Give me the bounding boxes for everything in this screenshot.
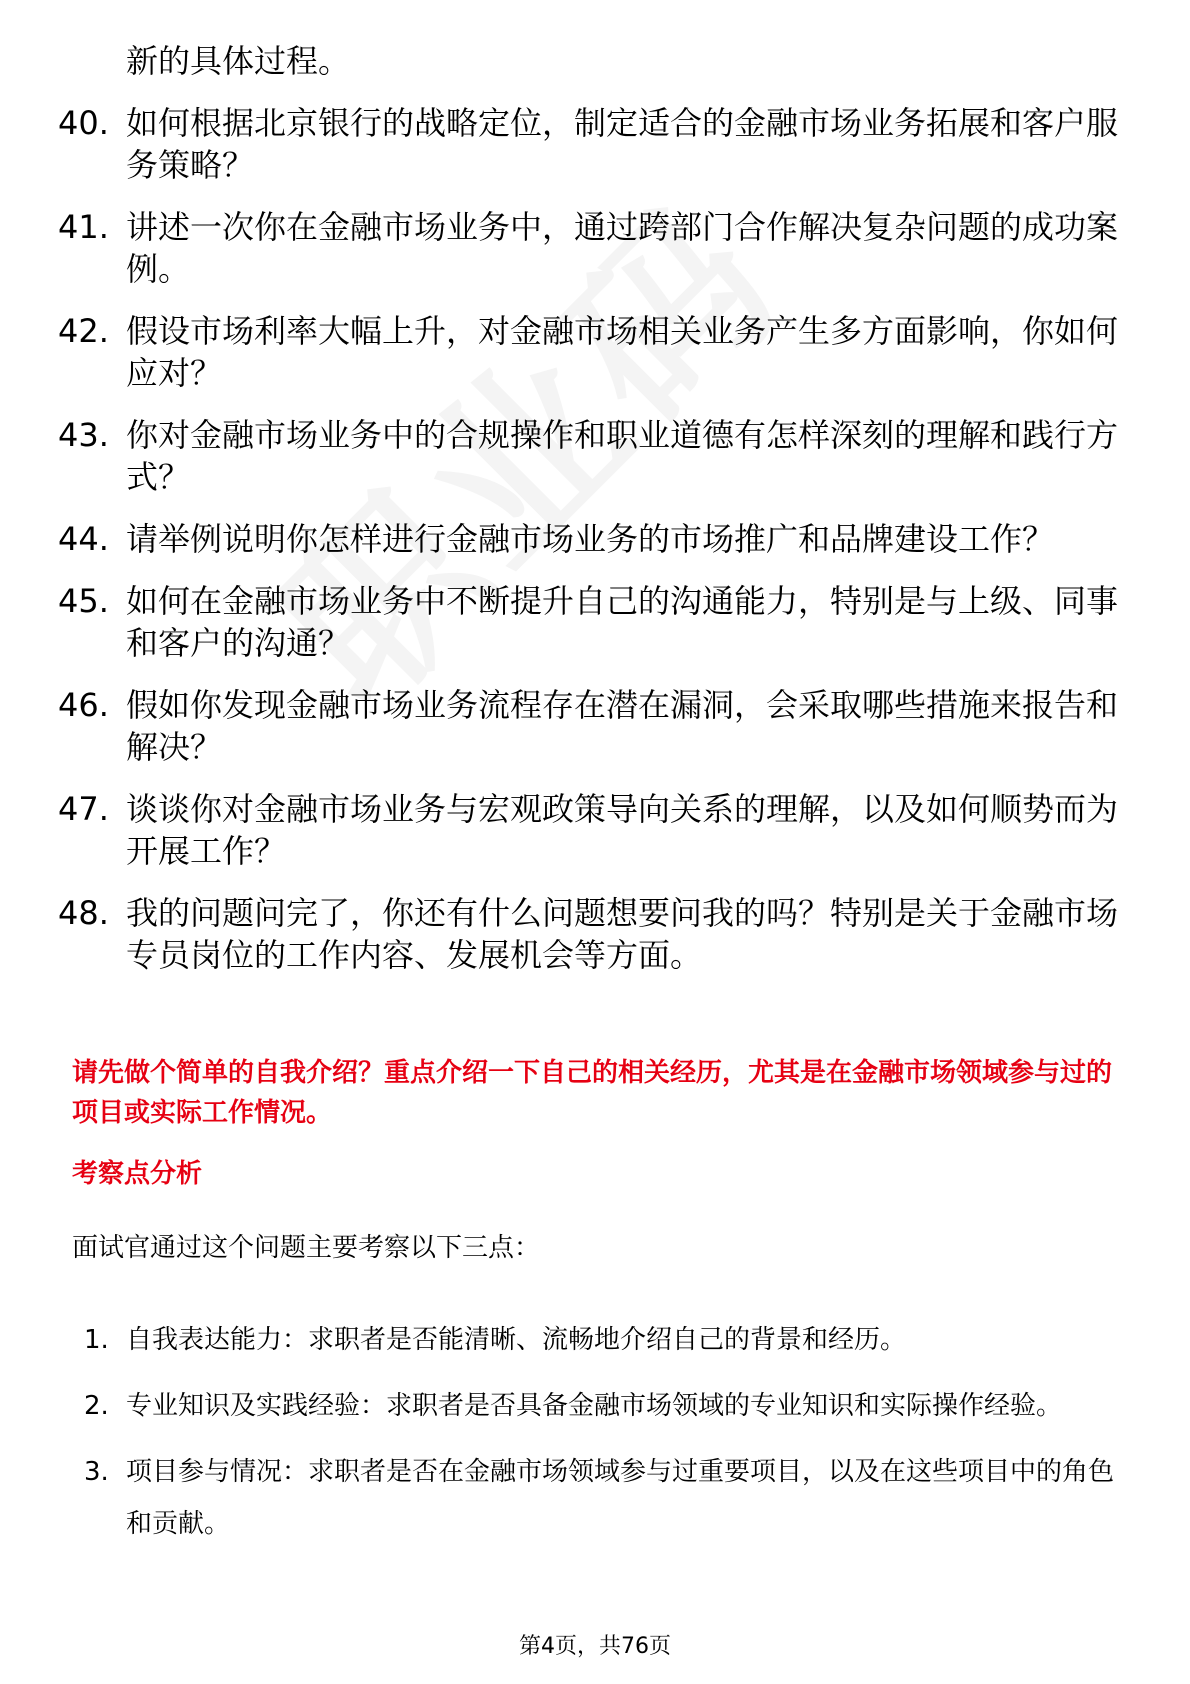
list-item	[84, 1446, 1124, 1550]
question-number: 41.	[58, 208, 109, 246]
point-number: 2.	[84, 1391, 109, 1421]
question-number: 46.	[58, 686, 109, 724]
list-item	[84, 1314, 1124, 1366]
question-item	[58, 788, 1118, 872]
question-list	[58, 40, 1118, 996]
question-text: 我的问题问完了，你还有什么问题想要问我的吗？特别是关于金融市场专员岗位的工作内容、发展机会等方面。	[126, 894, 1119, 974]
question-item	[58, 310, 1118, 394]
question-item	[58, 414, 1118, 498]
question-text: 你对金融市场业务中的合规操作和职业道德有怎样深刻的理解和践行方式？	[126, 416, 1119, 496]
question-text: 谈谈你对金融市场业务与宏观政策导向关系的理解，以及如何顺势而为开展工作？	[126, 790, 1119, 870]
point-number: 1.	[84, 1325, 109, 1355]
question-text: 如何根据北京银行的战略定位，制定适合的金融市场业务拓展和客户服务策略？	[126, 104, 1119, 184]
point-number: 3.	[84, 1457, 109, 1487]
question-item	[58, 518, 1118, 560]
list-item	[84, 1380, 1124, 1432]
question-text: 讲述一次你在金融市场业务中，通过跨部门合作解决复杂问题的成功案例。	[126, 208, 1119, 288]
point-text: 项目参与情况：求职者是否在金融市场领域参与过重要项目，以及在这些项目中的角色和贡献。	[126, 1457, 1115, 1539]
point-text: 专业知识及实践经验：求职者是否具备金融市场领域的专业知识和实际操作经验。	[126, 1391, 1063, 1421]
question-number: 47.	[58, 790, 109, 828]
question-number: 40.	[58, 104, 109, 142]
question-text: 假如你发现金融市场业务流程存在潜在漏洞，会采取哪些措施来报告和解决？	[126, 686, 1119, 766]
analysis-points-list	[84, 1314, 1124, 1564]
question-item	[58, 892, 1118, 976]
analysis-intro: 面试官通过这个问题主要考察以下三点：	[72, 1233, 541, 1263]
highlighted-question: 请先做个简单的自我介绍？重点介绍一下自己的相关经历，尤其是在金融市场领域参与过的项目或实际工作情况。	[72, 1058, 1113, 1128]
question-number: 43.	[58, 416, 109, 454]
question-number: 42.	[58, 312, 109, 350]
question-item	[58, 206, 1118, 290]
question-item	[58, 102, 1118, 186]
question-text: 假设市场利率大幅上升，对金融市场相关业务产生多方面影响，你如何应对？	[126, 312, 1119, 392]
question-text: 请举例说明你怎样进行金融市场业务的市场推广和品牌建设工作？	[126, 520, 1055, 558]
page-number-footer: 第4页，共76页	[519, 1634, 671, 1659]
question-number: 48.	[58, 894, 109, 932]
continued-text: 新的具体过程。	[126, 42, 351, 80]
question-text: 如何在金融市场业务中不断提升自己的沟通能力，特别是与上级、同事和客户的沟通？	[126, 582, 1119, 662]
question-number: 44.	[58, 520, 109, 558]
point-text: 自我表达能力：求职者是否能清晰、流畅地介绍自己的背景和经历。	[126, 1325, 907, 1355]
question-item	[58, 684, 1118, 768]
analysis-heading: 考察点分析	[72, 1159, 203, 1189]
question-item	[58, 580, 1118, 664]
question-number: 45.	[58, 582, 109, 620]
